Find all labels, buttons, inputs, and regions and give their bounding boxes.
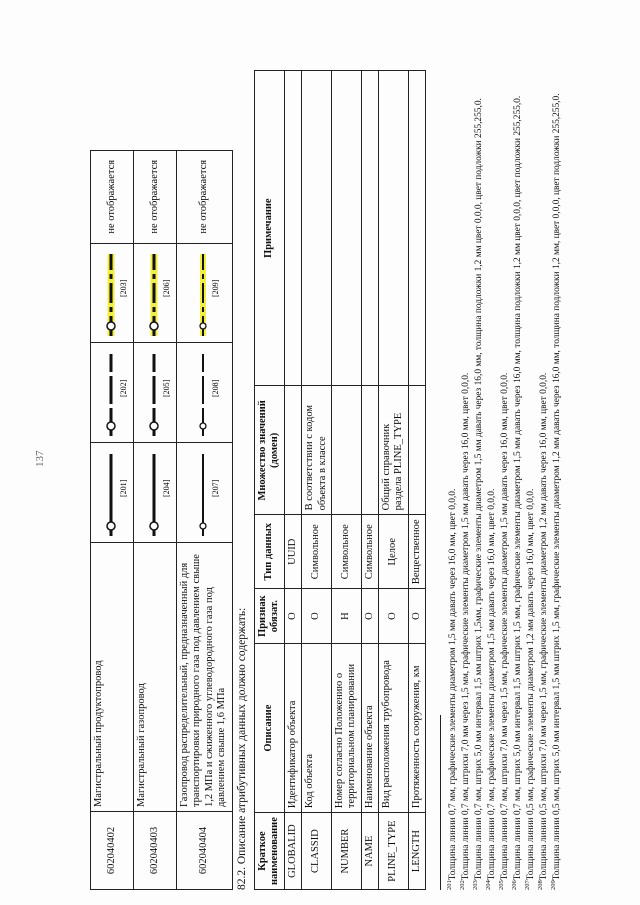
footnote-number: 202 (459, 880, 467, 890)
display-note: не отображается (177, 151, 233, 244)
attr-description: Протяженность сооружения, км (408, 644, 425, 813)
header-data-type: Тип данных (255, 515, 285, 589)
footnotes (446, 50, 563, 890)
footnote-text: Толщина линии 0,5 мм, графические элементы диаметром 1,2 мм давать через 16,0 мм, цвет 0,0,0. (526, 488, 537, 881)
table-row (302, 71, 332, 890)
footnote (524, 50, 537, 890)
header-short-name: Краткое наименование (255, 813, 285, 890)
attr-domain (331, 386, 361, 515)
table-row (331, 71, 361, 890)
footnote-number: 204 (485, 880, 493, 890)
attr-domain (361, 386, 378, 515)
footnote (537, 50, 550, 890)
section-title: 82.2. Описание атрибутивных данных должно содержать: (236, 607, 248, 890)
footnote-number: 209 (550, 880, 558, 890)
footnote-number: 201 (446, 880, 453, 890)
header-description: Описание (255, 644, 285, 813)
attr-description: Код объекта (302, 644, 332, 813)
attr-data-type: Целое (379, 515, 409, 589)
line-symbol-highlighted (134, 243, 177, 343)
attr-short-name: GLOBALID (284, 813, 301, 890)
attr-data-type: Символьное (361, 515, 378, 589)
attributes-table (254, 70, 426, 890)
header-required: Признак обязат. (255, 589, 285, 644)
attr-data-type: UUID (284, 515, 301, 589)
line-symbol-solid (134, 443, 177, 543)
footnote-text: Толщина линии 0,5 мм, штрих 5,0 мм интервал 1,5 мм штрих 1,5 мм, графические элементы диаметром 1,2 мм давать через 16,0 мм, толщина подложки 1,2 мм, цвет 0,0,0, цвет подложки 255,255,0. (552, 93, 563, 881)
footnote (472, 50, 485, 890)
header-domain: Множество значений (домен) (255, 386, 285, 515)
footnote-text: Толщина линии 0,7 мм, графические элементы диаметром 1,5 мм давать через 16,0 мм, цвет 0,0,0. (487, 488, 498, 881)
symbol-footnote-ref: [208] (211, 379, 220, 398)
attr-domain: В соответствии с кодом объекта в классе (302, 386, 332, 515)
attr-required: О (361, 589, 378, 644)
attr-short-name: LENGTH (408, 813, 425, 890)
attr-required: О (379, 589, 409, 644)
footnote (498, 50, 511, 890)
footnote-number: 207 (524, 880, 532, 890)
attr-domain: Общий справочник раздела PLINE_TYPE (379, 386, 409, 515)
attr-required: Н (331, 589, 361, 644)
footnote-separator (440, 715, 441, 890)
footnote-text: Толщина линии 0,7 мм, штрихи 7,0 мм через 1,5 мм, графические элементы диаметром 1,5 мм давать через 16,0 мм, цвет 0,0,0. (461, 372, 472, 881)
attr-short-name: PLINE_TYPE (379, 813, 409, 890)
attr-data-type: Символьное (331, 515, 361, 589)
attr-remark (331, 71, 361, 386)
footnote (446, 50, 459, 890)
table-row (134, 151, 177, 890)
attr-domain (284, 386, 301, 515)
footnote (511, 50, 524, 890)
display-note: не отображается (134, 151, 177, 244)
symbol-footnote-ref: [201] (119, 479, 128, 497)
attr-description: Вид расположения трубопровода (379, 644, 409, 813)
table-row (379, 71, 409, 890)
attr-required: О (284, 589, 301, 644)
line-symbol-dashed (177, 343, 233, 443)
attr-description: Наименование объекта (361, 644, 378, 813)
footnote (550, 50, 563, 890)
attr-remark (284, 71, 301, 386)
attr-description: Идентификатор объекта (284, 644, 301, 813)
line-symbol-highlighted (177, 243, 233, 343)
header-row (255, 71, 285, 890)
table-row (284, 71, 301, 890)
footnote (485, 50, 498, 890)
attr-short-name: NAME (361, 813, 378, 890)
attr-short-name: NUMBER (331, 813, 361, 890)
display-note: не отображается (91, 151, 134, 244)
attr-remark (302, 71, 332, 386)
symbol-footnote-ref: [207] (211, 479, 220, 497)
attr-data-type: Символьное (302, 515, 332, 589)
symbol-footnote-ref: [209] (211, 280, 220, 298)
footnote-text: Толщина линии 0,7 мм, штрих 5,0 мм интервал 1,5 мм штрих 1,5 мм, графические элементы диаметром 1,5 мм давать через 16,0 мм, толщина подложки 1,2 мм цвет 0,0,0, цвет подложки 255,255,0. (513, 95, 524, 881)
page-number: 137 (34, 450, 46, 467)
footnote-text: Толщина линии 0,5 мм, штрихи 7,0 мм через 1,5 мм, графические элементы диаметром 1,2 мм давать через 16,0 мм, цвет 0,0,0. (539, 372, 550, 881)
line-symbol-dashed (134, 343, 177, 443)
footnote-text: Толщина линии 0,7 мм, графические элементы диаметром 1,5 мм давать через 16,0 мм, цвет 0,0,0. (448, 488, 459, 881)
attr-remark (361, 71, 378, 386)
footnote-text: Толщина линии 0,7 мм, штрихи 7,0 мм через 1,5 мм, графические элементы диаметром 1,5 мм давать через 16,0 мм, цвет 0,0,0. (500, 372, 511, 881)
attr-short-name: CLASSID (302, 813, 332, 890)
symbol-footnote-ref: [206] (162, 280, 171, 298)
line-symbol-dashed (91, 343, 134, 443)
header-remark: Примечание (255, 71, 285, 386)
footnote-number: 206 (511, 880, 519, 890)
symbol-footnote-ref: [204] (162, 479, 171, 497)
attr-remark (408, 71, 425, 386)
symbol-footnote-ref: [202] (119, 379, 128, 398)
attr-domain (408, 386, 425, 515)
line-symbol-solid (91, 443, 134, 543)
object-code: 602040403 (134, 812, 177, 890)
footnote-number: 205 (498, 880, 506, 890)
attr-data-type: Вещественное (408, 515, 425, 589)
footnote (459, 50, 472, 890)
object-name: Магистральный продуктопровод (91, 542, 134, 811)
table-row (361, 71, 378, 890)
object-name: Газопровод распределительный, предназначенный для транспортировки природного газа под давлением свыше 1,2 МПа и сжиженного углеводородного газа под давлением свыше 1,6 МПа (177, 542, 233, 811)
symbols-table (90, 150, 233, 890)
footnote-number: 208 (537, 880, 545, 890)
table-row (408, 71, 425, 890)
table-row (177, 151, 233, 890)
object-code: 602040404 (177, 812, 233, 890)
object-code: 602040402 (91, 812, 134, 890)
symbol-footnote-ref: [205] (162, 379, 171, 398)
line-symbol-solid (177, 443, 233, 543)
symbol-footnote-ref: [203] (119, 280, 128, 298)
attr-remark (379, 71, 409, 386)
line-symbol-highlighted (91, 243, 134, 343)
table-row (91, 151, 134, 890)
attr-required: О (408, 589, 425, 644)
object-name: Магистральный газопровод (134, 542, 177, 811)
attr-required: О (302, 589, 332, 644)
attr-description: Номер согласно Положению о территориальном планировании (331, 644, 361, 813)
footnote-number: 203 (472, 880, 480, 890)
footnote-text: Толщина линии 0,7 мм, штрих 5,0 мм интервал 1,5 мм штрих 1,5мм, графические элементы диаметром 1,5 мм давать через 16,0 мм, толщина подложки 1,2 мм цвет 0,0,0, цвет подложки 255,255,0. (474, 98, 485, 881)
